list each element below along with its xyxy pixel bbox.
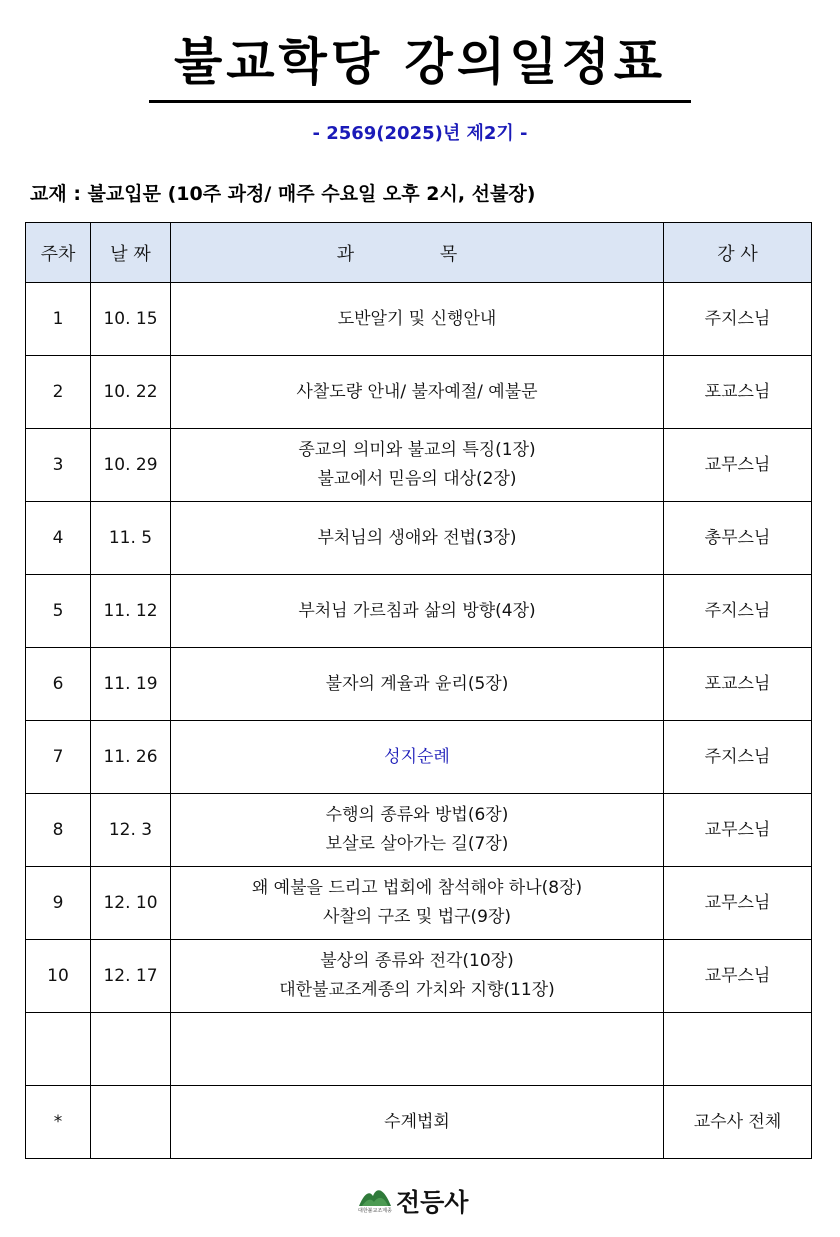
term-subtitle: - 2569(2025)년 제2기 - [312, 123, 528, 144]
lecturer-cell: 교무스님 [664, 940, 812, 1013]
table-row [26, 940, 812, 1013]
table-row [26, 721, 812, 794]
week-cell: 1 [26, 283, 91, 356]
subject-line: 수계법회 [384, 1111, 450, 1132]
lecturer-cell: 주지스님 [664, 575, 812, 648]
week-cell: 7 [26, 721, 91, 794]
subject-line: 도반알기 및 신행안내 [337, 308, 497, 329]
lecturer-cell: 주지스님 [664, 283, 812, 356]
title-underline [149, 100, 691, 103]
subject-line: 종교의 의미와 불교의 특징(1장) [298, 440, 536, 460]
week-cell [26, 1013, 91, 1086]
subject-cell [171, 721, 664, 794]
subject-line: 보살로 살아가는 길(7장) [325, 834, 509, 854]
date-cell: 11. 26 [91, 721, 171, 794]
table-row [26, 429, 812, 502]
logo-name: 전등사 [396, 1188, 469, 1217]
week-cell: 8 [26, 794, 91, 867]
table-row [26, 1086, 812, 1159]
table-row [26, 648, 812, 721]
lecturer-cell: 총무스님 [664, 502, 812, 575]
mountain-icon [358, 1182, 392, 1210]
subject-cell [171, 575, 664, 648]
week-cell: 10 [26, 940, 91, 1013]
date-cell: 11. 5 [91, 502, 171, 575]
subject-line: 불상의 종류와 전각(10장) [320, 951, 514, 971]
subject-cell [171, 648, 664, 721]
subject-line: 불자의 계율과 윤리(5장) [325, 673, 509, 694]
week-cell: 4 [26, 502, 91, 575]
lecturer-cell: 교무스님 [664, 794, 812, 867]
subject-line: 왜 예불을 드리고 법회에 참석해야 하나(8장) [251, 878, 583, 898]
date-cell: 11. 19 [91, 648, 171, 721]
week-cell: 3 [26, 429, 91, 502]
table-row [26, 356, 812, 429]
subject-cell [171, 867, 664, 940]
header-subject [171, 223, 664, 283]
date-cell: 10. 29 [91, 429, 171, 502]
textbook-info: 교재 : 불교입문 (10주 과정/ 매주 수요일 오후 2시, 선불장) [30, 183, 536, 205]
subject-line: 대한불교조계종의 가치와 지향(11장) [279, 980, 555, 1000]
week-cell: * [26, 1086, 91, 1159]
lecturer-cell: 교무스님 [664, 867, 812, 940]
date-cell [91, 1013, 171, 1086]
subject-cell [171, 794, 664, 867]
subject-cell [171, 356, 664, 429]
table-row [26, 867, 812, 940]
subject-line: 불교에서 믿음의 대상(2장) [317, 469, 517, 489]
lecturer-cell: 교수사 전체 [664, 1086, 812, 1159]
subject-cell [171, 502, 664, 575]
subject-line: 사찰도량 안내/ 불자예절/ 예불문 [296, 381, 538, 402]
temple-logo [358, 1178, 488, 1218]
table-row [26, 575, 812, 648]
date-cell [91, 1086, 171, 1159]
subject-line: 수행의 종류와 방법(6장) [325, 805, 509, 825]
subject-line: 사찰의 구조 및 법구(9장) [322, 907, 512, 927]
subject-line: 부처님 가르침과 삶의 방향(4장) [298, 600, 536, 621]
subject-line: 성지순례 [384, 746, 450, 767]
header-subject-label: 과 목 [336, 243, 498, 265]
subject-cell [171, 429, 664, 502]
subject-cell [171, 1013, 664, 1086]
date-cell: 11. 12 [91, 575, 171, 648]
lecturer-cell: 포교스님 [664, 356, 812, 429]
subject-cell [171, 1086, 664, 1159]
logo-subtext: 대한불교조계종 [358, 1208, 392, 1214]
table-row [26, 794, 812, 867]
header-lecturer: 강 사 [664, 223, 812, 283]
subject-cell [171, 940, 664, 1013]
lecturer-cell: 주지스님 [664, 721, 812, 794]
date-cell: 12. 17 [91, 940, 171, 1013]
header-row [26, 223, 812, 283]
table-row [26, 283, 812, 356]
date-cell: 10. 15 [91, 283, 171, 356]
lecturer-cell: 포교스님 [664, 648, 812, 721]
week-cell: 9 [26, 867, 91, 940]
week-cell: 6 [26, 648, 91, 721]
page-title: 불교학당 강의일정표 [173, 33, 667, 91]
subject-cell [171, 283, 664, 356]
subject-line: 부처님의 생애와 전법(3장) [317, 527, 517, 548]
date-cell: 12. 10 [91, 867, 171, 940]
schedule-table [25, 222, 812, 1159]
date-cell: 10. 22 [91, 356, 171, 429]
lecturer-cell [664, 1013, 812, 1086]
lecturer-cell: 교무스님 [664, 429, 812, 502]
header-date: 날 짜 [91, 223, 171, 283]
table-row [26, 1013, 812, 1086]
table-row [26, 502, 812, 575]
week-cell: 2 [26, 356, 91, 429]
header-week: 주차 [26, 223, 91, 283]
week-cell: 5 [26, 575, 91, 648]
date-cell: 12. 3 [91, 794, 171, 867]
